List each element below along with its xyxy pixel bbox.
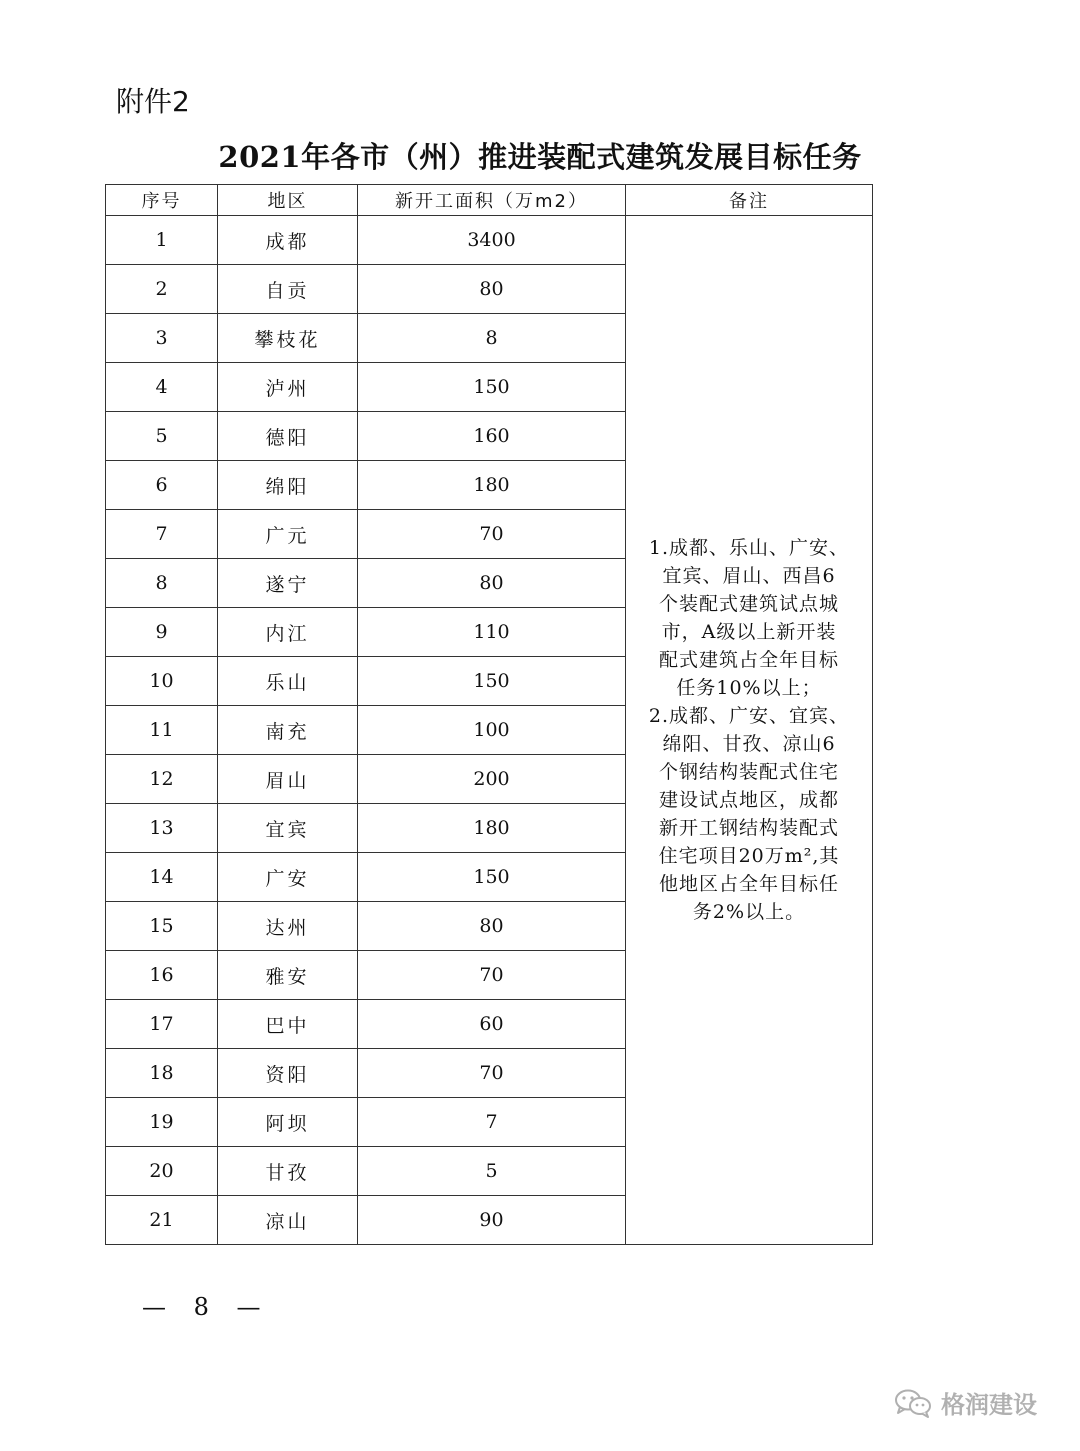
- region-name: 资阳: [218, 1049, 358, 1098]
- remark-line: 他地区占全年目标任: [658, 873, 839, 895]
- remark-line: 宜宾、眉山、西昌6: [662, 565, 836, 587]
- table-body: [106, 216, 873, 1245]
- row-number: 13: [106, 804, 218, 853]
- new-construction-area: 80: [358, 559, 626, 608]
- new-construction-area: 180: [358, 804, 626, 853]
- region-name: 雅安: [218, 951, 358, 1000]
- row-number: 1: [106, 216, 218, 265]
- row-number: 3: [106, 314, 218, 363]
- watermark: [893, 1385, 1037, 1420]
- remark-line: 市，A级以上新开装: [661, 621, 837, 643]
- new-construction-area: 80: [358, 902, 626, 951]
- region-name: 乐山: [218, 657, 358, 706]
- new-construction-area: 70: [358, 951, 626, 1000]
- row-number: 10: [106, 657, 218, 706]
- column-header-region: 地区: [218, 185, 358, 216]
- new-construction-area: 160: [358, 412, 626, 461]
- region-name: 凉山: [218, 1196, 358, 1245]
- remark-line: 住宅项目20万m²,其: [658, 845, 840, 867]
- new-construction-area: 90: [358, 1196, 626, 1245]
- new-construction-area: 200: [358, 755, 626, 804]
- region-name: 广元: [218, 510, 358, 559]
- column-header-note: 备注: [626, 185, 873, 216]
- region-name: 绵阳: [218, 461, 358, 510]
- row-number: 12: [106, 755, 218, 804]
- region-name: 遂宁: [218, 559, 358, 608]
- row-number: 20: [106, 1147, 218, 1196]
- row-number: 11: [106, 706, 218, 755]
- region-name: 巴中: [218, 1000, 358, 1049]
- row-number: 16: [106, 951, 218, 1000]
- remark-line: 建设试点地区，成都: [658, 789, 839, 811]
- new-construction-area: 3400: [358, 216, 626, 265]
- row-number: 17: [106, 1000, 218, 1049]
- remark-line: 个装配式建筑试点城: [658, 593, 839, 615]
- remark-line: 绵阳、甘孜、凉山6: [662, 733, 836, 755]
- new-construction-area: 70: [358, 1049, 626, 1098]
- region-name: 自贡: [218, 265, 358, 314]
- new-construction-area: 100: [358, 706, 626, 755]
- document-title: 2021年各市（州）推进装配式建筑发展目标任务: [218, 140, 862, 174]
- row-number: 18: [106, 1049, 218, 1098]
- new-construction-area: 70: [358, 510, 626, 559]
- new-construction-area: 8: [358, 314, 626, 363]
- row-number: 6: [106, 461, 218, 510]
- region-name: 攀枝花: [218, 314, 358, 363]
- new-construction-area: 7: [358, 1098, 626, 1147]
- region-name: 内江: [218, 608, 358, 657]
- attachment-label: 附件2: [116, 85, 190, 118]
- remark-line: 任务10%以上；: [676, 677, 822, 699]
- new-construction-area: 150: [358, 363, 626, 412]
- row-number: 8: [106, 559, 218, 608]
- new-construction-area: 80: [358, 265, 626, 314]
- row-number: 4: [106, 363, 218, 412]
- row-number: 19: [106, 1098, 218, 1147]
- row-number: 14: [106, 853, 218, 902]
- row-number: 5: [106, 412, 218, 461]
- region-name: 广安: [218, 853, 358, 902]
- target-task-table: [105, 184, 873, 1245]
- new-construction-area: 150: [358, 657, 626, 706]
- row-number: 7: [106, 510, 218, 559]
- region-name: 阿坝: [218, 1098, 358, 1147]
- region-name: 达州: [218, 902, 358, 951]
- region-name: 泸州: [218, 363, 358, 412]
- row-number: 2: [106, 265, 218, 314]
- row-number: 21: [106, 1196, 218, 1245]
- new-construction-area: 110: [358, 608, 626, 657]
- row-number: 15: [106, 902, 218, 951]
- wechat-icon: [893, 1388, 933, 1418]
- region-name: 甘孜: [218, 1147, 358, 1196]
- new-construction-area: 60: [358, 1000, 626, 1049]
- region-name: 德阳: [218, 412, 358, 461]
- new-construction-area: 180: [358, 461, 626, 510]
- remark-line: 配式建筑占全年目标: [658, 649, 839, 671]
- new-construction-area: 150: [358, 853, 626, 902]
- table-header-row: [106, 185, 873, 216]
- region-name: 眉山: [218, 755, 358, 804]
- region-name: 南充: [218, 706, 358, 755]
- table-row: [106, 216, 873, 265]
- remark-line: 1.成都、乐山、广安、: [648, 537, 850, 559]
- row-number: 9: [106, 608, 218, 657]
- region-name: 宜宾: [218, 804, 358, 853]
- remarks-cell: [626, 216, 873, 1245]
- region-name: 成都: [218, 216, 358, 265]
- remark-line: 个钢结构装配式住宅: [658, 761, 839, 783]
- remark-line: 2.成都、广安、宜宾、: [648, 705, 850, 727]
- watermark-text: 格润建设: [941, 1391, 1037, 1419]
- column-header-no: 序号: [106, 185, 218, 216]
- column-header-area: 新开工面积（万m2）: [358, 185, 626, 216]
- new-construction-area: 5: [358, 1147, 626, 1196]
- page-number: — 8 —: [142, 1293, 271, 1321]
- remark-line: 新开工钢结构装配式: [658, 817, 839, 839]
- remark-line: 务2%以上。: [692, 901, 806, 923]
